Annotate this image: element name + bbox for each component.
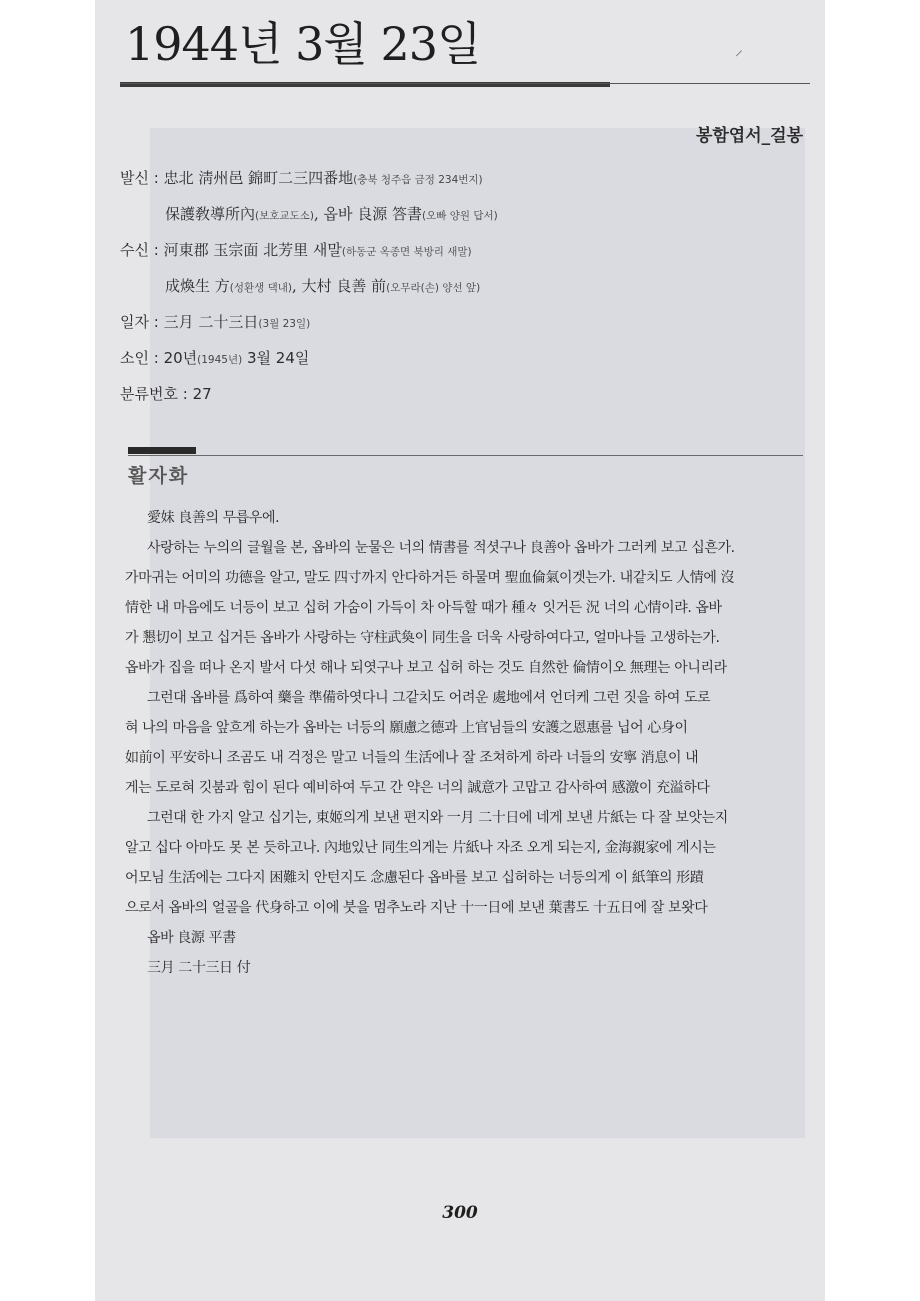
classification-row: [120, 376, 810, 412]
recipient-household: 成煥生 方: [165, 277, 230, 295]
date-note: (3월 23일): [258, 318, 311, 330]
recipient-name-note: (오무라(손) 양선 앞): [386, 282, 481, 294]
recipient-address-note: (하동군 옥종면 북방리 새말): [341, 246, 472, 258]
text-line: 어모님 生活에는 그다지 困難치 안턴지도 念慮된다 옵바를 보고 십허하는 너등의게 이 紙筆의 形蹟: [125, 870, 704, 886]
date-label: 일자 :: [120, 313, 164, 331]
page-number: 300: [442, 1203, 478, 1223]
dateline: 三月 二十三日 付: [147, 960, 251, 976]
text-line: 으로서 옵바의 얼골을 代身하고 이에 붓을 멈추노라 지난 十一日에 보낸 葉書도 十五日에 잘 보왓다: [125, 900, 708, 916]
sender-row-2: [120, 196, 810, 232]
sender-name-note: (오빠 양원 답서): [422, 210, 498, 222]
text-line: 가마귀는 어미의 功德을 알고, 말도 四寸까지 안다하거든 하물며 聖血倫氣이겟는가. 내같치도 人情에 沒: [125, 570, 735, 586]
page-title: 1944년 3월 23일: [125, 17, 481, 71]
postmark-note: (1945년): [197, 354, 243, 366]
section-rule: [128, 455, 803, 456]
date-row: [120, 304, 810, 340]
sender-address-note: (충북 청주읍 금정 234번지): [353, 174, 483, 186]
pen-mark: ⸝: [735, 40, 744, 59]
text-line: 혀 나의 마음을 앞흐게 하는가 옵바는 너등의 願慮之德과 上官님들의 安護之恩惠를 닙어 心身이: [125, 720, 688, 736]
recipient-address: 河東郡 玉宗面 北芳里 새말: [163, 241, 342, 259]
text-line: 옵바가 집을 떠나 온지 발서 다섯 해나 되엿구나 보고 십허 하는 것도 自然한 倫情이오 無理는 아니리라: [125, 660, 727, 676]
recipient-row-1: [120, 232, 810, 268]
recipient-row-2: [120, 268, 810, 304]
sender-address: 忠北 淸州邑 錦町二三四番地: [163, 169, 354, 187]
text-line: 게는 도로혀 깃붐과 힘이 된다 예비하여 두고 간 약은 너의 誠意가 고맙고 감사하여 感激이 充溢하다: [125, 780, 710, 796]
text-line: 가 懇切이 보고 십거든 옵바가 사랑하는 守柱武奐이 同生을 더욱 사랑하여다고, 얼마나들 고생하는가.: [125, 630, 720, 646]
document-type: 봉함엽서_걸봉: [695, 126, 803, 146]
date-value: 三月 二十三日: [163, 313, 259, 331]
section-heading: 활자화: [128, 465, 190, 487]
postmark-row: [120, 340, 810, 376]
signature-line: 옵바 良源 平書: [147, 930, 236, 946]
text-line: 알고 십다 아마도 못 본 듯하고나. 內地있난 同生의게는 片紙나 자조 오게 되는지, 金海親家에 게시는: [125, 840, 716, 856]
sender-name: , 옵바 良源 答書: [313, 205, 422, 223]
sender-institution: 保護敎導所內: [165, 205, 256, 223]
book-page: [95, 0, 825, 1301]
sender-row-1: [120, 160, 810, 196]
text-line: 如前이 平安하니 조곰도 내 걱정은 말고 너들의 生活에나 잘 조쳐하게 하라 너들의 安寧 消息이 내: [125, 750, 699, 766]
metadata-block: [120, 160, 810, 412]
classification-value: 27: [192, 385, 212, 403]
postmark-date: 3월 24일: [242, 349, 310, 367]
text-line: 情한 내 마음에도 너등이 보고 십허 가숨이 가득이 차 아득할 때가 種々 잇거든 況 너의 心情이랴. 옵바: [125, 600, 722, 616]
sender-label: 발신 :: [120, 169, 164, 187]
classification-label: 분류번호 :: [120, 385, 193, 403]
text-line: 그런대 옵바를 爲하여 藥을 準備하엿다니 그같치도 어려운 處地에셔 언더케 그런 짓을 하여 도로: [147, 690, 711, 706]
text-line: 愛妹 良善의 무릅우에.: [147, 510, 280, 526]
transcription-body: [125, 503, 810, 983]
postmark-label: 소인 :: [120, 349, 164, 367]
postmark-year: 20년: [163, 349, 198, 367]
title-rule: [120, 83, 810, 84]
text-line: 사랑하는 누의의 글월을 본, 옵바의 눈물은 너의 情書를 적셧구나 良善아 옵바가 그러케 보고 십흔가.: [147, 540, 735, 556]
text-line: 그런대 한 가지 알고 십기는, 東姬의게 보낸 편지와 一月 二十日에 네게 보낸 片紙는 다 잘 보앗는지: [147, 810, 728, 826]
sender-institution-note: (보호교도소): [255, 210, 314, 222]
section-rule-thick: [128, 447, 196, 454]
recipient-label: 수신 :: [120, 241, 164, 259]
recipient-name: , 大村 良善 前: [292, 277, 387, 295]
recipient-household-note: (성환생 댁내): [229, 282, 293, 294]
